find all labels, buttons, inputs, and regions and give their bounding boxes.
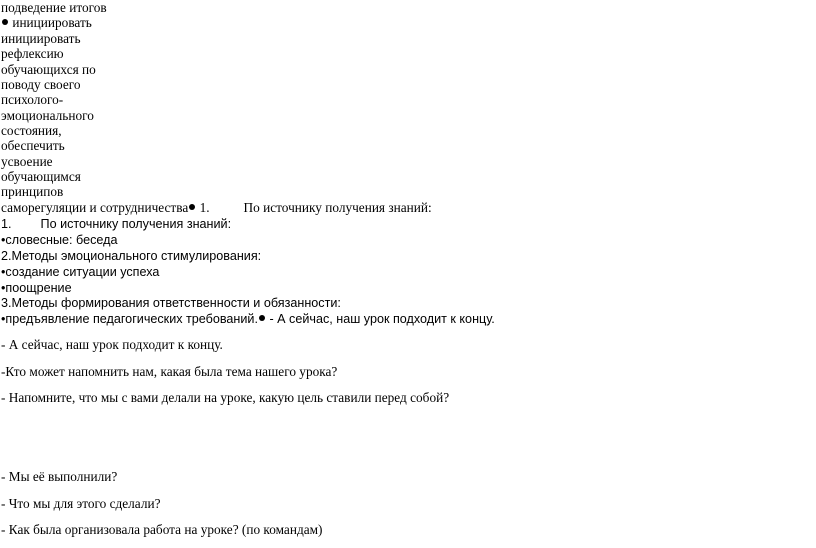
text-line: психолого- bbox=[1, 92, 64, 107]
text-line bbox=[1, 216, 231, 232]
text-line: обеспечить bbox=[1, 138, 65, 153]
text-line-content: - А сейчас, наш урок подходит к концу. bbox=[265, 312, 495, 326]
list-number: 1. bbox=[1, 217, 12, 231]
text-line bbox=[1, 311, 495, 327]
text-line: •создание ситуации успеха bbox=[1, 265, 160, 279]
text-line bbox=[1, 200, 432, 216]
bullet-icon bbox=[2, 19, 8, 25]
text-line: обучающихся по bbox=[1, 62, 96, 77]
text-line: поводу своего bbox=[1, 77, 81, 92]
dialog-line: - Напомните, что мы с вами делали на уроке, какую цель ставили перед собой? bbox=[1, 390, 450, 405]
text-line: состояния, bbox=[1, 123, 62, 138]
dialog-line: - Что мы для этого сделали? bbox=[1, 496, 161, 511]
bullet-icon bbox=[259, 315, 265, 321]
text-line bbox=[1, 15, 92, 31]
text-line-content: саморегуляции и сотрудничества bbox=[1, 200, 189, 215]
text-line: •словесные: беседа bbox=[1, 233, 118, 247]
text-line-content: инициировать bbox=[12, 15, 92, 30]
text-line: подведение итогов bbox=[1, 0, 107, 15]
text-line: эмоционального bbox=[1, 108, 94, 123]
bullet-icon bbox=[189, 204, 195, 210]
list-heading: По источнику получения знаний: bbox=[243, 200, 432, 215]
dialog-line: - Мы её выполнили? bbox=[1, 469, 118, 484]
dialog-line: -Кто может напомнить нам, какая была тема нашего урока? bbox=[1, 364, 338, 379]
text-line: 2.Методы эмоционального стимулирования: bbox=[1, 249, 262, 263]
text-line: •поощрение bbox=[1, 281, 72, 295]
text-line: 3.Методы формирования ответственности и обязанности: bbox=[1, 296, 341, 310]
list-number: 1. bbox=[199, 200, 210, 215]
text-line: обучающимся bbox=[1, 169, 81, 184]
text-line: усвоение bbox=[1, 154, 53, 169]
text-line: инициировать bbox=[1, 31, 81, 46]
list-heading: По источнику получения знаний: bbox=[40, 217, 232, 231]
text-line-content: •предъявление педагогических требований. bbox=[1, 312, 258, 326]
text-line: принципов bbox=[1, 184, 64, 199]
text-line: рефлексию bbox=[1, 46, 64, 61]
dialog-line: - А сейчас, наш урок подходит к концу. bbox=[1, 337, 223, 352]
dialog-line: - Как была организовала работа на уроке? (по командам) bbox=[1, 522, 323, 537]
